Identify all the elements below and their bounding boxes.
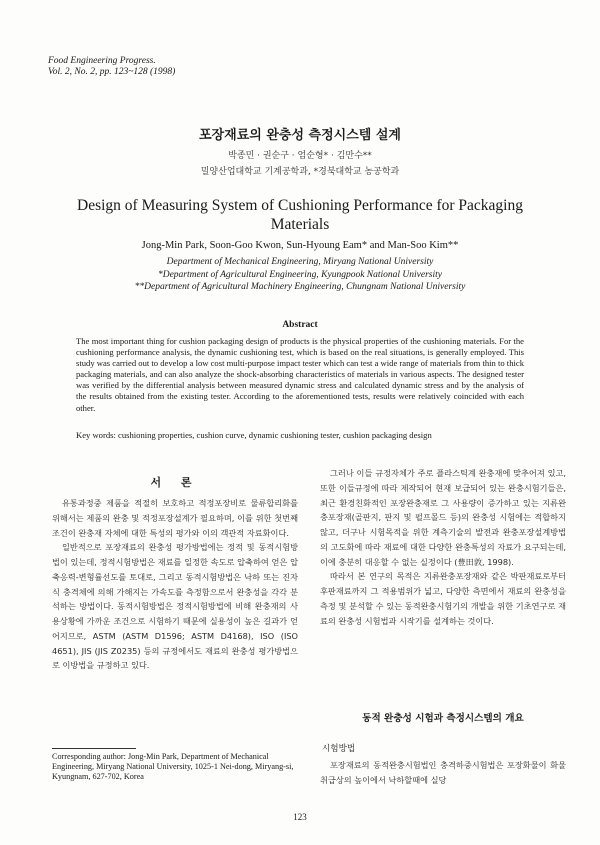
affiliation-line: *Department of Agricultural Engineering, Kyungpook National University [157, 269, 442, 280]
page-number: 123 [293, 812, 307, 822]
abstract-text: The most important thing for cushion packaging design of products is the physical properties of the cushioning materials. For the cushioning performance analysis, the dynamic cushioning test, which is based on the real situations, is generally employed. This study was carried out to develop a low cost multi-purpose impact tester which can test a wide range of materials from thin to thick packaging materials, and can also analyze the shock-absorbing characteristics of materials in various aspects. The designed tester was verified by the differential analysis between measured dynamic stress and calculated dynamic stress and by the analysis of the results obtained from the existing tester. According to the aforementioned tests, results were relatively coincided with each other. [76, 336, 524, 413]
affiliation-korean: 밀양산업대학교 기계공학과, *경북대학교 농공학과 [200, 167, 400, 177]
authors-english: Jong-Min Park, Soon-Goo Kwon, Sun-Hyoung Eam* and Man-Soo Kim** [141, 240, 459, 251]
paragraph: 유통과정중 제품을 적절히 보호하고 적정포장비로 물류합리화를 위해서는 제품의 완충 및 적정포장설계가 필요하며, 이를 위한 첫번째 조건이 완충재 자체에 대한 특성의 평가와 이의 객관적 자료화이다. [52, 498, 298, 538]
affiliations-english [0, 256, 600, 294]
paragraph: 포장재료의 동적완충시험법인 충격하중시험법은 포장화물이 화물취급상의 높이에서 낙하할때에 실당 [320, 760, 566, 785]
section-heading-method: 동적 완충성 시험과 측정시스템의 개요 [362, 713, 524, 724]
keywords: Key words: cushioning properties, cushion curve, dynamic cushioning tester, cushion packaging design [76, 430, 432, 440]
affiliation-line: **Department of Agricultural Machinery Engineering, Chungnam National University [134, 282, 466, 292]
introduction-left-column [52, 496, 298, 673]
journal-header [48, 56, 175, 78]
abstract-heading: Abstract [282, 320, 318, 330]
section-heading-introduction: 서 론 [150, 476, 200, 489]
corresponding-author-footnote: Corresponding author: Jong-Min Park, Department of Mechanical Engineering, Miryang National University, 1025-1 Nei-dong, Miryang-si, Kyungnam, 627-702, Korea [52, 752, 294, 782]
paragraph: 그러나 이들 규정자체가 주로 플라스틱계 완충재에 맞추어져 있고, 또한 이들규정에 따라 제작되어 현재 보급되어 있는 완충시험기들은, 최근 환경친화적인 포장완충재로 그 사용량이 증가하고 있는 지류완충포장재(골판지, 판지 및 펄프몰드 등)의 완충성 시험에는 적합하지 않고, 더구나 시험목적을 위한 계측기술의 발전과 완충포장설계방법의 고도화에 따라 재료에 대한 다양한 완충특성의 자료가 요구되는데, 이에 충분히 대응할 수 없는 실정이다 (豊田敦, 1998). [320, 468, 566, 567]
authors-korean: 박종민 · 권순구 · 엄순형* · 김만수** [228, 151, 372, 161]
footnote-divider [52, 748, 136, 749]
paragraph: 따라서 본 연구의 목적은 지류완충포장재와 같은 박판재료로부터 후판재료까지 그 적용범위가 넓고, 다양한 측면에서 재료의 완충성을 측정 및 분석할 수 있는 동적완충시험기의 개발을 위한 기초연구로 재료의 완충성 시험법과 시작기를 설계하는 것이다. [320, 571, 566, 626]
journal-name: Food Engineering Progress. [48, 56, 156, 66]
introduction-right-column [320, 466, 566, 628]
journal-volume: Vol. 2, No. 2, pp. 123~128 (1998) [48, 67, 176, 77]
title-korean: 포장재료의 완충성 측정시스템 설계 [199, 128, 401, 143]
title-english: Design of Measuring System of Cushioning Performance for Packaging Materials [77, 197, 523, 233]
subsection-heading-test-method: 시험방법 [322, 744, 356, 754]
affiliation-line: Department of Mechanical Engineering, Miryang National University [166, 257, 434, 267]
method-column [320, 758, 566, 788]
paragraph: 일반적으로 포장재료의 완충성 평가방법에는 정적 및 동적시험방법이 있는데, 정적시험방법은 재료를 일정한 속도로 압축하여 얻은 압축응력-변형률선도를 토대로, 그리고 동적시험방법은 낙하 또는 진자식 충격체에 의해 가해지는 가속도를 측정함으로서 완충성을 각각 분석하는 방법이다. 동적시험방법은 정적시험방법에 비해 완충재의 사용상황에 가까운 조건으로 시험하기 때문에 실용성이 높은 길과가 얻어지므로, ASTM (ASTM D1596; ASTM D4168), ISO (ISO 4651), JIS (JIS Z0235) 등의 규정에서도 재료의 완충성 평가방법으로 이방법을 규정하고 있다. [52, 542, 298, 671]
